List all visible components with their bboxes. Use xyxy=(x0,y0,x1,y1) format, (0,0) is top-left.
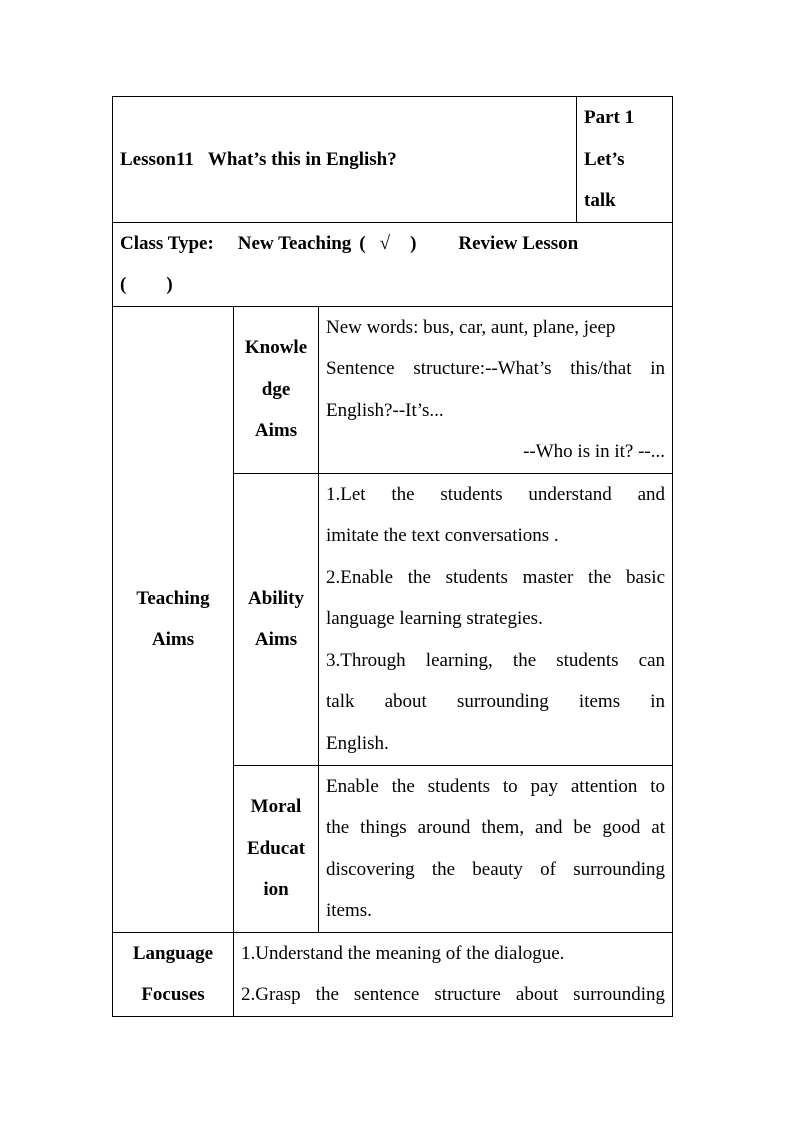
knowledge-row xyxy=(113,306,673,473)
ability-line: imitate the text conversations . xyxy=(326,525,559,547)
knowledge-aims-label: Aims xyxy=(254,420,298,442)
ability-line: 1.Let the students understand and xyxy=(326,483,666,505)
moral-education-label: Educat xyxy=(246,837,306,859)
moral-line: discovering the beauty of surrounding xyxy=(326,858,666,880)
teaching-aims-label: Teaching xyxy=(136,587,210,609)
class-type-label: Class Type: xyxy=(120,232,214,254)
part-cell xyxy=(577,97,673,223)
ability-line: language learning strategies. xyxy=(326,608,543,630)
moral-line: the things around them, and be good at xyxy=(326,817,666,838)
ability-line: 3.Through learning, the students can xyxy=(326,649,666,671)
new-teaching-paren-close: ) xyxy=(410,232,417,254)
lesson-number: Lesson11 xyxy=(120,148,194,170)
ability-aims-label-cell xyxy=(234,473,319,765)
knowledge-line: English?--It’s... xyxy=(326,399,444,421)
language-focus-line: 1.Understand the meaning of the dialogue. xyxy=(241,942,565,964)
moral-education-label: ion xyxy=(263,879,289,901)
review-lesson-label: Review Lesson xyxy=(458,232,579,254)
knowledge-line: --Who is in it? --... xyxy=(523,441,666,462)
class-type-cell xyxy=(113,222,673,306)
moral-education-content xyxy=(319,765,673,932)
new-teaching-label: New Teaching xyxy=(237,232,352,254)
moral-education-label-cell xyxy=(234,765,319,932)
language-focus-line: 2.Grasp the sentence structure about surrounding xyxy=(241,984,666,1005)
language-focuses-content xyxy=(234,932,673,1016)
language-focuses-row xyxy=(113,932,673,1016)
knowledge-aims-label-cell xyxy=(234,306,319,473)
language-focuses-label: Focuses xyxy=(141,984,205,1005)
language-focuses-label-cell xyxy=(113,932,234,1016)
moral-line: items. xyxy=(326,900,372,921)
header-row xyxy=(113,97,673,223)
language-focuses-label: Language xyxy=(132,942,214,964)
review-lesson-paren-close: ) xyxy=(166,274,173,295)
lesson-plan-table xyxy=(112,96,673,1017)
class-type-row xyxy=(113,222,673,306)
teaching-aims-label-cell xyxy=(113,306,234,932)
knowledge-aims-label: Knowle xyxy=(244,337,308,359)
lesson-title: What’s this in English? xyxy=(207,148,397,170)
ability-aims-content xyxy=(319,473,673,765)
part-line: Let’s xyxy=(584,148,625,170)
knowledge-line: Sentence structure:--What’s this/that in xyxy=(326,358,666,379)
ability-aims-label: Ability xyxy=(248,587,304,609)
new-teaching-paren-open: ( xyxy=(359,232,366,254)
knowledge-line: New words: bus, car, aunt, plane, jeep xyxy=(326,316,616,338)
part-line: talk xyxy=(584,190,616,211)
ability-line: 2.Enable the students master the basic xyxy=(326,566,666,588)
moral-education-label: Moral xyxy=(250,796,302,818)
knowledge-aims-label: dge xyxy=(261,378,291,400)
ability-line: talk about surrounding items in xyxy=(326,691,666,713)
moral-line: Enable the students to pay attention to xyxy=(326,775,666,797)
knowledge-aims-content xyxy=(319,306,673,473)
ability-line: English. xyxy=(326,732,389,754)
review-lesson-paren-open: ( xyxy=(120,274,127,295)
teaching-aims-label: Aims xyxy=(151,629,195,650)
new-teaching-check: √ xyxy=(379,232,391,254)
lesson-title-cell xyxy=(113,97,577,223)
part-line: Part 1 xyxy=(584,107,635,128)
ability-aims-label: Aims xyxy=(254,629,298,650)
